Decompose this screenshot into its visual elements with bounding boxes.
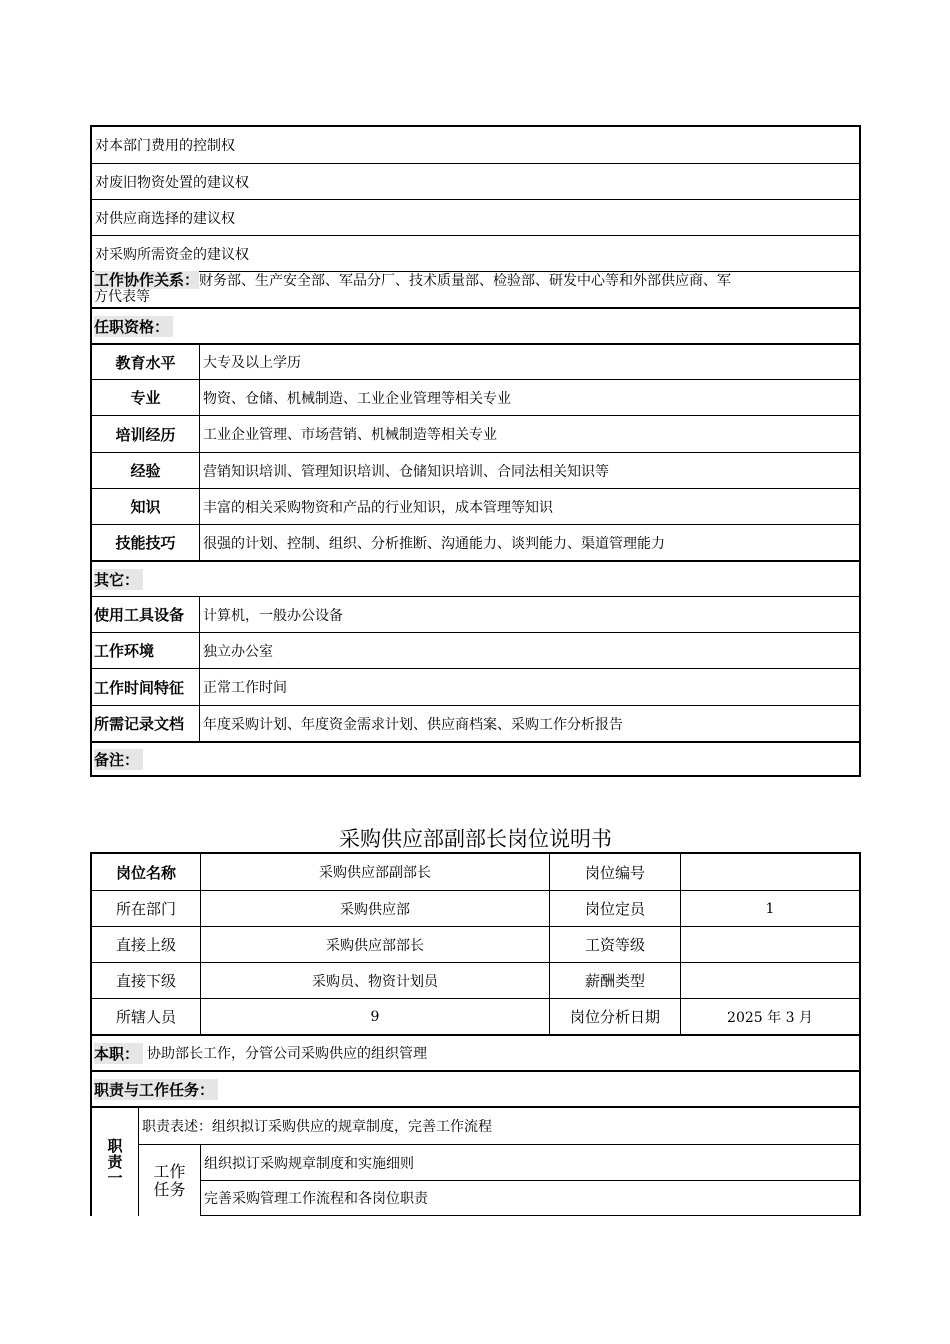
qualification-label: 培训经历: [92, 416, 200, 452]
qualification-label: 知识: [92, 489, 200, 524]
info-label: 直接上级: [115, 936, 176, 954]
info-value: 采购员、物资计划员: [200, 963, 549, 998]
authority-text: 对采购所需资金的建议权: [95, 246, 249, 263]
cooperation-text: 财务部、生产安全部、军品分厂、技术质量部、检验部、研发中心等和外部供应商、军: [199, 273, 732, 289]
info-value-2: 1: [680, 891, 859, 926]
responsibilities-header-cell: [92, 1072, 218, 1106]
qualification-value: 物资、仓储、机械制造、工业企业管理等相关专业: [203, 390, 511, 407]
task-label: 工作任务: [153, 1161, 186, 1199]
qualification-row: [92, 379, 859, 415]
duty-cell: [92, 1036, 859, 1070]
other-row: [92, 632, 859, 668]
info-value: 采购供应部部长: [200, 927, 549, 962]
resp1-description: 职责表述：组织拟订采购供应的规章制度，完善工作流程: [142, 1119, 492, 1135]
qualification-label: 技能技巧: [92, 525, 200, 560]
other-item-value: 年度采购计划、年度资金需求计划、供应商档案、采购工作分析报告: [203, 716, 623, 733]
other-item-value: 独立办公室: [203, 643, 273, 660]
authority-text: 对供应商选择的建议权: [95, 210, 235, 227]
qualification-label: 教育水平: [92, 345, 200, 379]
authority-text: 对废旧物资处置的建议权: [95, 174, 249, 191]
upper-table: [90, 125, 861, 777]
other-row: [92, 705, 859, 741]
responsibilities-label: 职责与工作任务：: [94, 1079, 218, 1100]
qualification-row: [92, 343, 859, 379]
cooperation-label: 工作协作关系：: [94, 271, 200, 289]
info-row: [92, 962, 859, 998]
info-row: [92, 926, 859, 962]
info-row: [92, 890, 859, 926]
info-value: 采购供应部: [200, 891, 549, 926]
info-value-2: [680, 854, 859, 890]
cooperation-row: [92, 271, 859, 307]
info-label: 所在部门: [115, 900, 176, 918]
other-item-label: 所需记录文档: [92, 706, 200, 741]
resp1-label-cell: [92, 1108, 139, 1216]
authority-row: [92, 199, 859, 235]
qualifications-label: 任职资格：: [94, 316, 173, 337]
other-row: [92, 596, 859, 632]
authority-row: [92, 127, 859, 163]
info-value-2: [680, 927, 859, 962]
duty-row: [92, 1034, 859, 1070]
info-row: [92, 998, 859, 1034]
other-label: 其它：: [94, 569, 143, 590]
other-header-cell: [92, 562, 143, 596]
other-item-value: 正常工作时间: [203, 680, 287, 696]
task-item: 组织拟订采购规章制度和实施细则: [200, 1144, 859, 1180]
responsibilities-header-row: [92, 1070, 859, 1106]
info-label-2: 岗位分析日期: [549, 999, 680, 1034]
info-value: 9: [200, 999, 549, 1034]
qualification-value: 丰富的相关采购物资和产品的行业知识，成本管理等知识: [203, 499, 553, 516]
page-title: 采购供应部副部长岗位说明书: [339, 827, 612, 851]
authority-row: [92, 163, 859, 199]
info-label: 岗位名称: [115, 863, 176, 882]
qualification-row: [92, 452, 859, 488]
resp1-label: 职责一: [105, 1138, 124, 1186]
info-label: 直接下级: [115, 972, 176, 990]
other-item-label: 工作环境: [92, 633, 200, 668]
info-label-2: 工资等级: [549, 927, 680, 962]
qualifications-header-cell: [92, 309, 173, 343]
qualification-label: 经验: [92, 453, 200, 488]
task-item: 完善采购管理工作流程和各岗位职责: [200, 1180, 859, 1216]
info-label: 所辖人员: [115, 1008, 176, 1026]
qualification-row: [92, 524, 859, 560]
info-value-2: 2025 年 3 月: [680, 999, 859, 1034]
other-item-label: 工作时间特征: [92, 669, 200, 705]
responsibility-block: [92, 1106, 859, 1216]
remarks-label: 备注：: [94, 749, 143, 770]
info-row: [92, 854, 859, 890]
other-item-value: 计算机，一般办公设备: [203, 607, 343, 624]
qualification-label: 专业: [92, 380, 200, 415]
info-label-2: 薪酬类型: [549, 963, 680, 998]
lower-table: [90, 852, 861, 1216]
other-row: [92, 668, 859, 705]
duty-text: 协助部长工作，分管公司采购供应的组织管理: [147, 1046, 428, 1062]
qualification-value: 营销知识培训、管理知识培训、仓储知识培训、合同法相关知识等: [203, 463, 609, 480]
info-value: 采购供应部副部长: [200, 854, 549, 890]
remarks-row: [92, 741, 859, 775]
qualification-row: [92, 488, 859, 524]
info-label-2: 岗位编号: [549, 854, 680, 890]
qualification-row: [92, 415, 859, 452]
duty-label: 本职：: [94, 1043, 143, 1064]
info-value-2: [680, 963, 859, 998]
info-label-2: 岗位定员: [549, 891, 680, 926]
authority-text: 对本部门费用的控制权: [95, 138, 235, 154]
cooperation-text-cont: 方代表等: [94, 289, 150, 305]
other-header-row: [92, 560, 859, 596]
other-item-label: 使用工具设备: [92, 597, 200, 632]
task-label-cell: [139, 1144, 200, 1216]
qualification-value: 大专及以上学历: [203, 355, 301, 371]
qualification-value: 工业企业管理、市场营销、机械制造等相关专业: [203, 427, 497, 443]
remarks-cell: [92, 743, 143, 775]
authority-row: [92, 235, 859, 271]
qualification-value: 很强的计划、控制、组织、分析推断、沟通能力、谈判能力、渠道管理能力: [203, 535, 665, 552]
qualifications-header-row: [92, 307, 859, 343]
cooperation-block: [94, 272, 857, 305]
